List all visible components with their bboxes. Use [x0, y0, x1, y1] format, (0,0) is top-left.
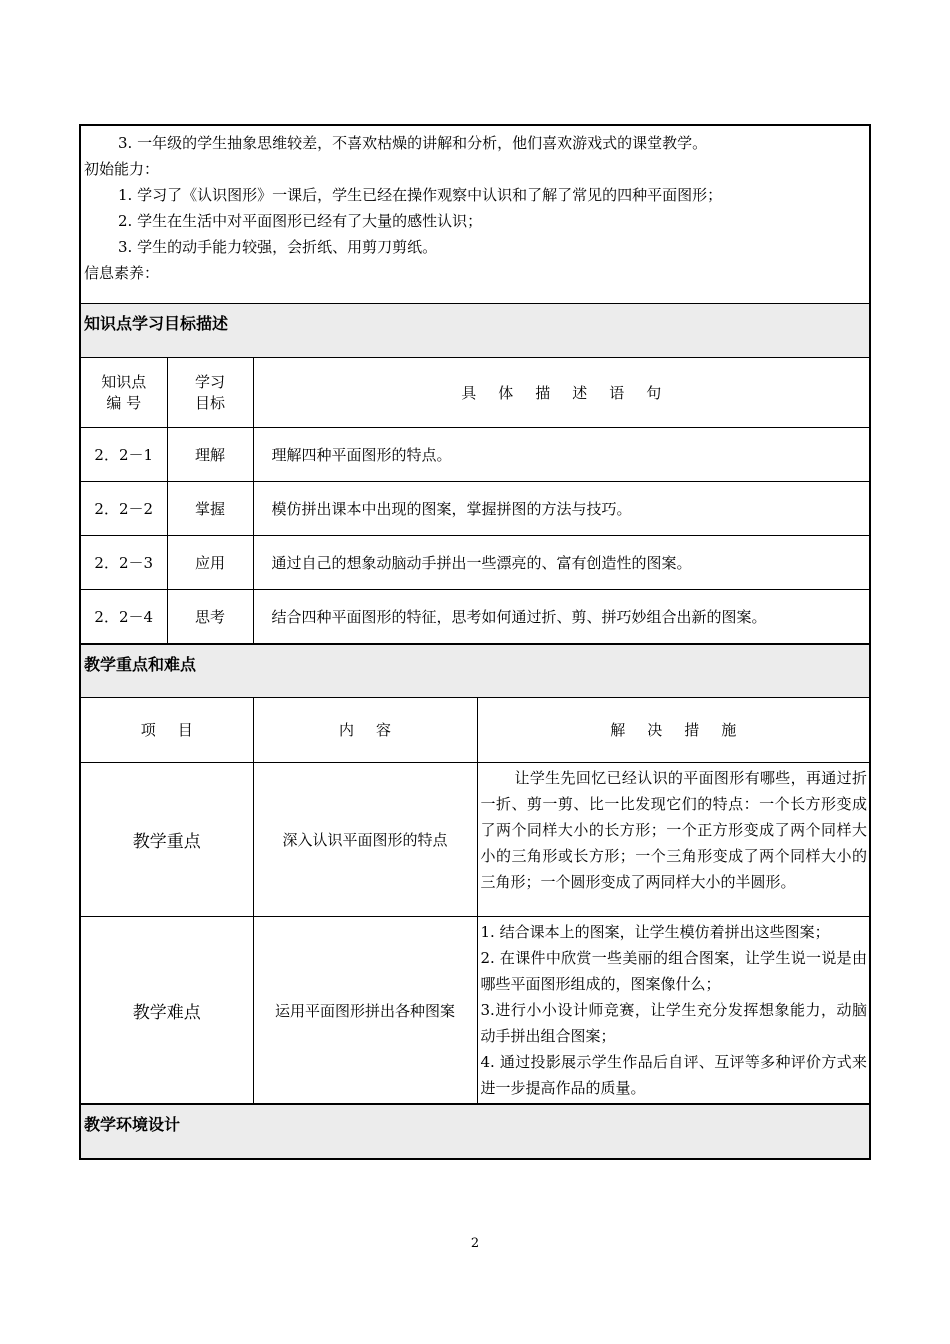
section-heading-environment: 教学环境设计	[81, 1104, 869, 1158]
learning-goal: 思考	[167, 589, 253, 643]
header-description: 具体描述语句	[253, 358, 869, 427]
table-row	[81, 589, 869, 643]
header-learning-goal: 学习 目标	[167, 358, 253, 427]
ability-item: 3. 学生的动手能力较强，会折纸、用剪刀剪纸。	[118, 238, 438, 256]
header-measures: 解决措施	[477, 698, 869, 763]
table-row	[81, 481, 869, 535]
item-difficulty: 教学难点	[81, 917, 253, 1104]
knowledge-number: 2．2－4	[81, 589, 167, 643]
knowledge-number: 2．2－1	[81, 427, 167, 481]
objectives-table	[81, 358, 869, 644]
table-row	[81, 917, 869, 1104]
intro-line: 3. 一年级的学生抽象思维较差，不喜欢枯燥的讲解和分析，他们喜欢游戏式的课堂教学。	[118, 134, 708, 152]
knowledge-number: 2．2－3	[81, 535, 167, 589]
goal-description: 结合四种平面图形的特征，思考如何通过折、剪、拼巧妙组合出新的图案。	[253, 589, 869, 643]
table-header-row	[81, 698, 869, 763]
table-row	[81, 535, 869, 589]
goal-description: 通过自己的想象动脑动手拼出一些漂亮的、富有创造性的图案。	[253, 535, 869, 589]
student-analysis-block	[81, 126, 869, 304]
header-knowledge-number: 知识点 编 号	[81, 358, 167, 427]
goal-description: 模仿拼出课本中出现的图案，掌握拼图的方法与技巧。	[253, 481, 869, 535]
section-heading-key-points: 教学重点和难点	[81, 644, 869, 698]
lesson-plan-sheet	[79, 124, 871, 1160]
header-item: 项目	[81, 698, 253, 763]
learning-goal: 掌握	[167, 481, 253, 535]
key-points-table	[81, 698, 869, 1105]
table-row	[81, 427, 869, 481]
ability-label: 初始能力：	[84, 160, 160, 178]
content-key-point: 深入认识平面图形的特点	[253, 763, 477, 917]
ability-item: 2. 学生在生活中对平面图形已经有了大量的感性认识；	[118, 212, 483, 230]
goal-description: 理解四种平面图形的特点。	[253, 427, 869, 481]
content-difficulty: 运用平面图形拼出各种图案	[253, 917, 477, 1104]
item-key-point: 教学重点	[81, 763, 253, 917]
knowledge-number: 2．2－2	[81, 481, 167, 535]
measures-difficulty: 1. 结合课本上的图案，让学生模仿着拼出这些图案； 2. 在课件中欣赏一些美丽的组合图案，让学生说一说是由哪些平面图形组成的，图案像什么； 3.进行小小设计师竞赛，让学生充分发挥想象能力，动脑动手拼出组合图案； 4. 通过投影展示学生作品后自评、互评等多种评价方式来进一步提高作品的质量。	[477, 917, 869, 1104]
table-row	[81, 763, 869, 917]
learning-goal: 理解	[167, 427, 253, 481]
section-heading-objectives: 知识点学习目标描述	[81, 304, 869, 358]
measures-key-point: 让学生先回忆已经认识的平面图形有哪些，再通过折一折、剪一剪、比一比发现它们的特点：一个长方形变成了两个同样大小的长方形；一个正方形变成了两个同样大小的三角形或长方形；一个三角形变成了两个同样大小的三角形；一个圆形变成了两同样大小的半圆形。	[477, 763, 869, 917]
ability-item: 1. 学习了《认识图形》一课后，学生已经在操作观察中认识和了解了常见的四种平面图形；	[118, 186, 723, 204]
learning-goal: 应用	[167, 535, 253, 589]
header-content: 内容	[253, 698, 477, 763]
table-header-row	[81, 358, 869, 427]
page-number: 2	[470, 1236, 480, 1251]
info-literacy-label: 信息素养：	[84, 264, 160, 282]
